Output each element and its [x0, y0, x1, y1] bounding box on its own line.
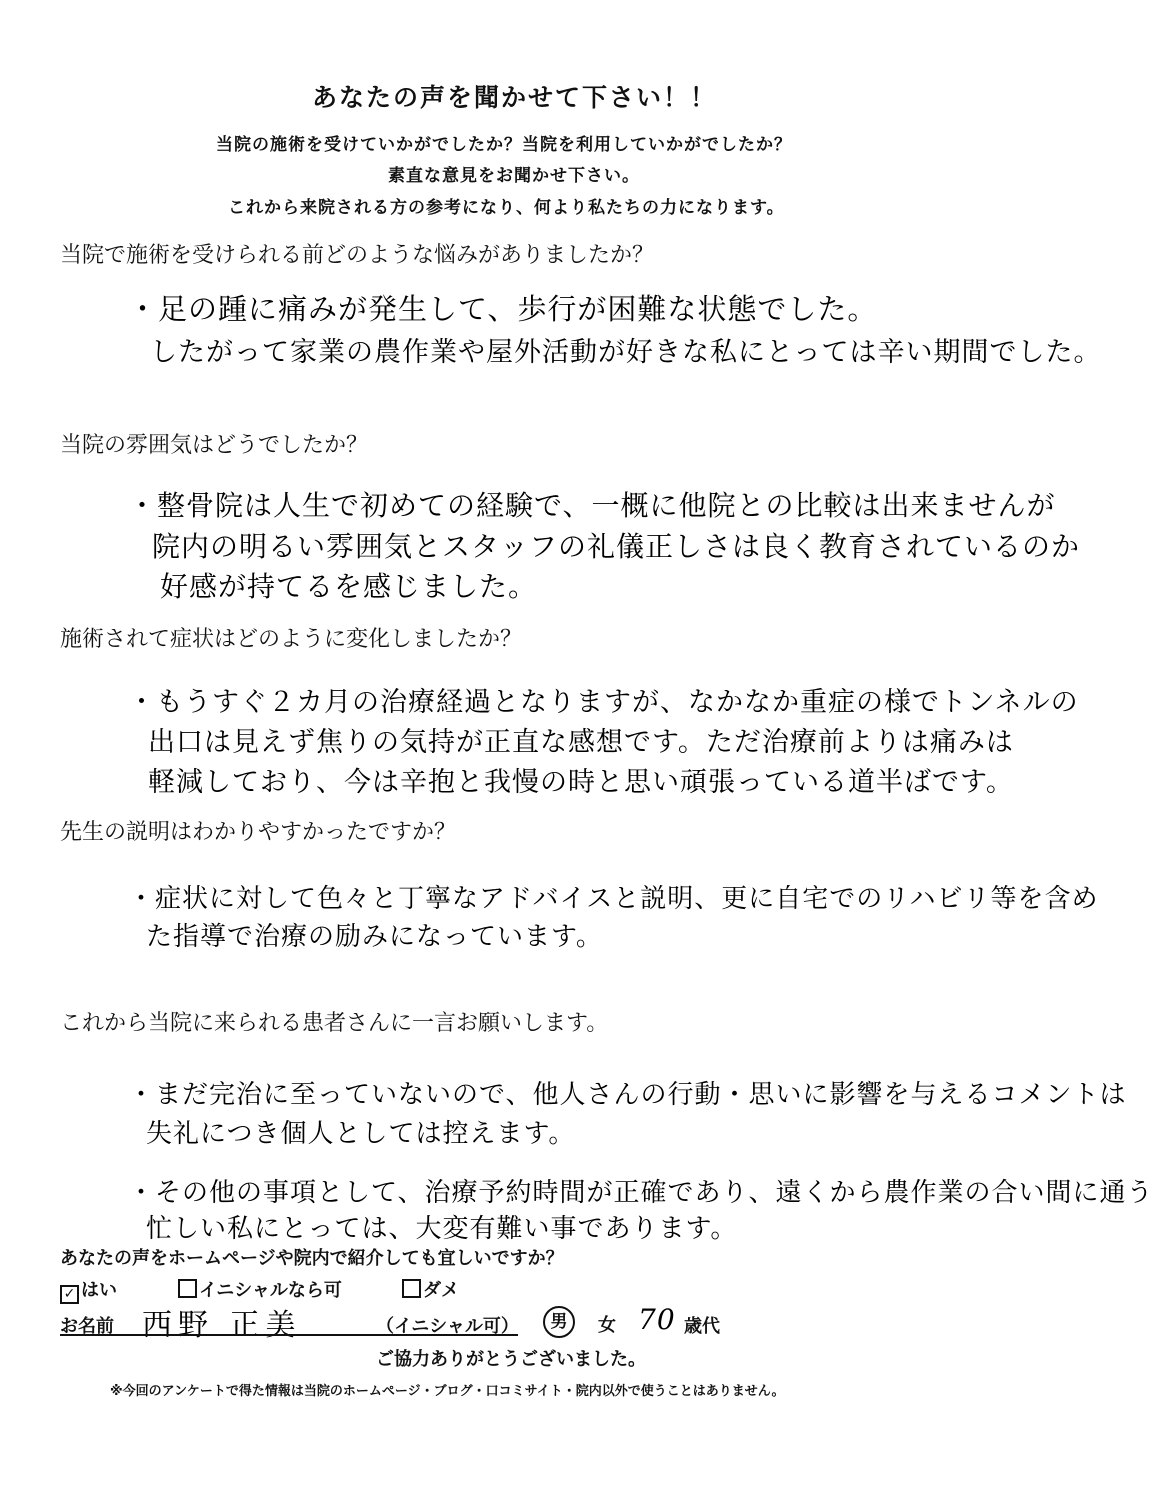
gender-female[interactable]: 女 [598, 1315, 616, 1336]
answer-5-line-1: ・まだ完治に至っていないので、他人さんの行動・思いに影響を与えるコメントは [128, 1080, 1127, 1110]
thanks-message: ご協力ありがとうございました。 [376, 1349, 646, 1370]
answer-5-line-3: ・その他の事項として、治療予約時間が正確であり、遠くから農作業の合い間に通う [128, 1178, 1153, 1208]
answer-3-line-1: ・もうすぐ２カ月の治療経過となりますが、なかなか重症の様でトンネルの [128, 687, 1079, 718]
answer-2-line-3: 好感が持てるを感じました。 [160, 570, 538, 603]
name-value[interactable]: 西野 正美 [142, 1308, 302, 1343]
question-5: これから当院に来られる患者さんに一言お願いします。 [60, 1011, 609, 1036]
consent-option-no[interactable] [402, 1276, 459, 1302]
age-value[interactable]: 70 [638, 1303, 676, 1336]
checkbox-initial[interactable] [178, 1279, 197, 1298]
checkbox-yes[interactable]: ✓ [60, 1285, 79, 1304]
answer-1-line-2: したがって家業の農作業や屋外活動が好きな私にとっては辛い期間でした。 [150, 337, 1102, 368]
intro-line-2: 素直な意見をお聞かせ下さい。 [388, 166, 640, 186]
question-3: 施術されて症状はどのように変化しましたか？ [60, 627, 523, 652]
gender-male-circle: 男 [543, 1306, 575, 1338]
question-4: 先生の説明はわかりやすかったですか？ [60, 820, 457, 845]
privacy-note: ※今回のアンケートで得た情報は当院のホームページ・ブログ・口コミサイト・院内以外で使うことはありません。 [110, 1384, 785, 1399]
option-no-label: ダメ [423, 1280, 459, 1301]
page-title: あなたの声を聞かせて下さい！！ [312, 83, 718, 112]
answer-2-line-2: 院内の明るい雰囲気とスタッフの礼儀正しさは良く教育されているのか [152, 530, 1081, 563]
answer-5-line-2: 失礼につき個人としては控えます。 [146, 1119, 576, 1149]
age-label: 歳代 [684, 1316, 720, 1337]
intro-line-1: 当院の施術を受けていかがでしたか？当院を利用していかがでしたか？ [216, 135, 792, 155]
consent-question: あなたの声をホームページや院内で紹介しても宜しいですか？ [60, 1248, 564, 1269]
option-yes-label: はい [81, 1280, 117, 1301]
checkbox-no[interactable] [402, 1279, 421, 1298]
question-1: 当院で施術を受けられる前どのような悩みがありましたか？ [60, 243, 655, 268]
answer-3-line-2: 出口は見えず焦りの気持が正直な感想です。ただ治療前よりは痛みは [148, 727, 1014, 758]
answer-2-line-1: ・整骨院は人生で初めての経験で、一概に他院との比較は出来ませんが [128, 489, 1056, 522]
intro-line-3: これから来院される方の参考になり、何より私たちの力になります。 [228, 198, 785, 218]
gender-male[interactable] [543, 1306, 575, 1338]
option-initial-label: イニシャルなら可 [199, 1280, 342, 1301]
answer-4-line-1: ・症状に対して色々と丁寧なアドバイスと説明、更に自宅でのリハビリ等を含め [128, 884, 1099, 914]
answer-3-line-3: 軽減しており、今は辛抱と我慢の時と思い頑張っている道半ばです。 [148, 767, 1014, 798]
answer-1-line-1: ・足の踵に痛みが発生して、歩行が困難な状態でした。 [128, 292, 878, 326]
consent-option-yes[interactable] [60, 1276, 117, 1304]
name-label: お名前 [60, 1316, 114, 1337]
answer-4-line-2: た指導で治療の励みになっています。 [146, 922, 603, 952]
consent-option-initial[interactable] [178, 1276, 342, 1302]
initial-note: （イニシャル可） [376, 1316, 519, 1337]
question-2: 当院の雰囲気はどうでしたか？ [60, 433, 369, 458]
answer-5-line-4: 忙しい私にとっては、大変有難い事であります。 [146, 1214, 738, 1244]
